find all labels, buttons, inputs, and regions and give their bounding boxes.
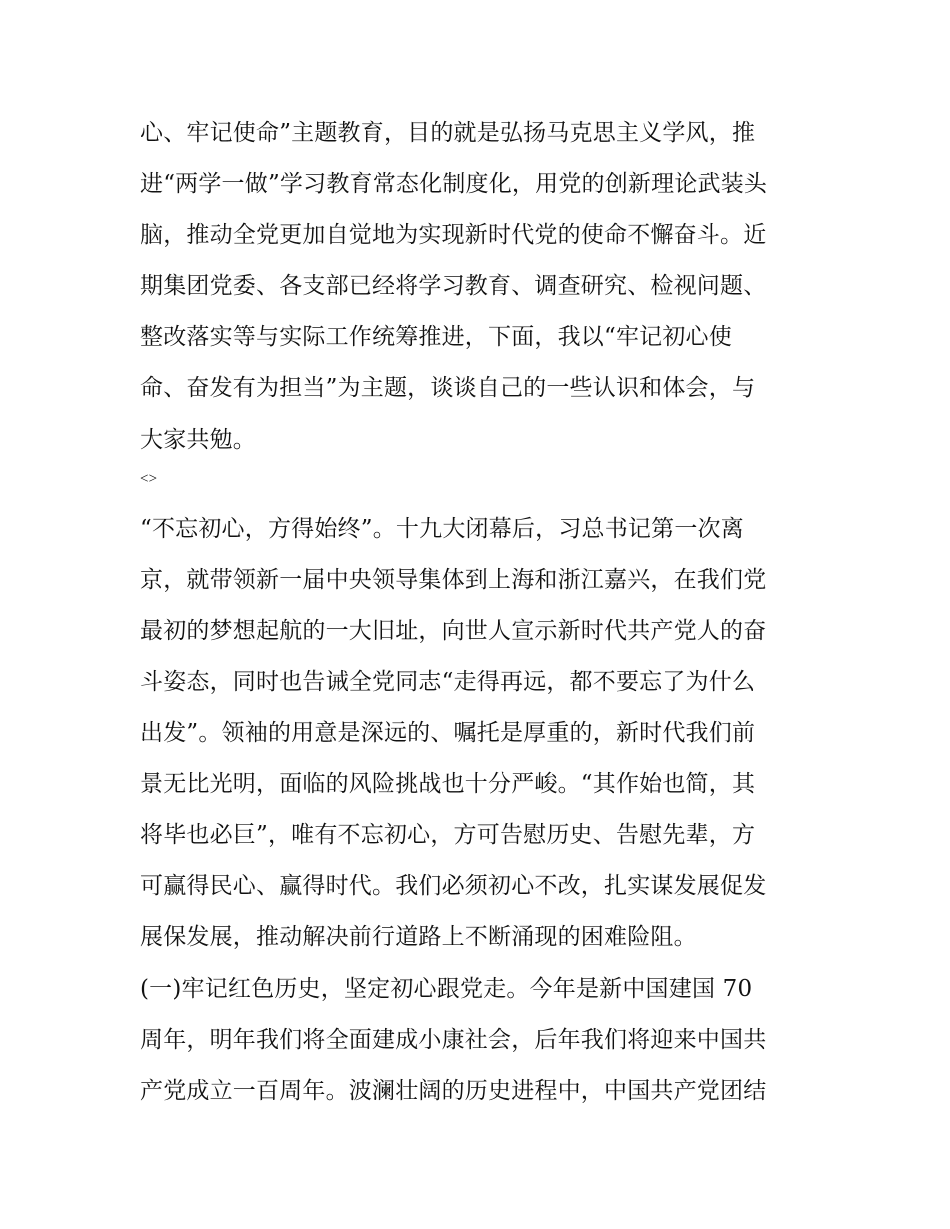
paragraph-2-line-4: 斗姿态，同时也告诫全党同志“走得再远，都不要忘了为什么 — [140, 668, 756, 695]
paragraph-3-line-2: 周年，明年我们将全面建成小康社会，后年我们将迎来中国共 — [140, 1026, 767, 1053]
paragraph-1-line-6: 命、奋发有为担当”为主题，谈谈自己的一些认识和体会，与 — [140, 375, 756, 402]
paragraph-3-line-1: (一)牢记红色历史，坚定初心跟党走。今年是新中国建国 70 — [140, 975, 753, 1002]
document-body — [140, 108, 820, 1117]
paragraph-1-line-5: 整改落实等与实际工作统筹推进，下面，我以“牢记初心使 — [140, 324, 732, 351]
paragraph-3-line-3: 产党成立一百周年。波澜壮阔的历史进程中，中国共产党团结 — [140, 1077, 767, 1104]
paragraph-2-line-1: “不忘初心，方得始终”。十九大闭幕后，习总书记第一次离 — [140, 515, 744, 542]
paragraph-2-line-2: 京，就带领新一届中央领导集体到上海和浙江嘉兴，在我们党 — [140, 566, 767, 593]
paragraph-1-line-7: 大家共勉。 — [140, 426, 256, 453]
paragraph-2-line-5: 出发”。领袖的用意是深远的、嘱托是厚重的，新时代我们前 — [140, 720, 756, 747]
paragraph-1-line-4: 期集团党委、各支部已经将学习教育、调查研究、检视问题、 — [140, 273, 767, 300]
paragraph-2-line-6: 景无比光明，面临的风险挑战也十分严峻。“其作始也简，其 — [140, 771, 756, 798]
paragraph-2-line-3: 最初的梦想起航的一大旧址，向世人宣示新时代共产党人的奋 — [140, 617, 767, 644]
paragraph-2-line-9: 展保发展，推动解决前行道路上不断涌现的困难险阻。 — [140, 924, 697, 951]
paragraph-2-line-8: 可赢得民心、赢得时代。我们必须初心不改，扎实谋发展促发 — [140, 873, 767, 900]
paragraph-1-line-1: 心、牢记使命”主题教育，目的就是弘扬马克思主义学风，推 — [140, 120, 756, 146]
paragraph-2-line-7: 将毕也必巨”，唯有不忘初心，方可告慰历史、告慰先辈，方 — [140, 822, 756, 849]
paragraph-1-line-2: 进“两学一做”学习教育常态化制度化，用党的创新理论武装头 — [140, 171, 768, 198]
section-marker: <> — [140, 470, 158, 487]
paragraph-1-line-3: 脑，推动全党更加自觉地为实现新时代党的使命不懈奋斗。近 — [140, 222, 767, 249]
